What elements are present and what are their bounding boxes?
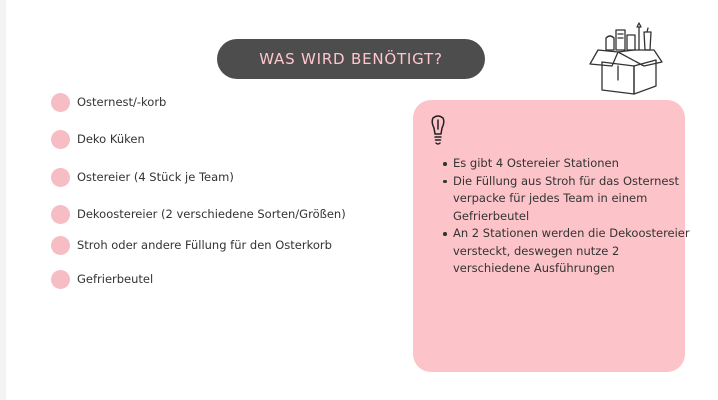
list-item-label: Gefrierbeutel	[77, 272, 154, 286]
list-item-label: Osternest/-korb	[77, 95, 167, 109]
list-item-label: Ostereier (4 Stück je Team)	[77, 170, 234, 184]
note-bullet: Es gibt 4 Ostereier Stationen	[453, 155, 691, 173]
note-bullet: An 2 Stationen werden die Dekoostereier versteckt, deswegen nutze 2 verschiedene Ausführungen	[453, 225, 691, 278]
bullet-dot	[51, 205, 70, 224]
note-bullet: Die Füllung aus Stroh für das Osternest verpacke für jedes Team in einem Gefrierbeutel	[453, 173, 691, 226]
list-item	[51, 166, 234, 188]
list-item	[51, 234, 332, 256]
list-item	[51, 91, 166, 113]
list-item-label: Stroh oder andere Füllung für den Osterkorb	[77, 238, 332, 252]
open-box-icon	[586, 20, 666, 96]
note-bullet-list	[441, 155, 691, 278]
info-note-card	[413, 100, 690, 372]
list-item-label: Deko Küken	[77, 132, 145, 146]
list-item	[51, 128, 145, 150]
page-title: WAS WIRD BENÖTIGT?	[259, 50, 443, 68]
title-banner	[217, 39, 485, 79]
bullet-dot	[51, 93, 70, 112]
list-item	[51, 203, 346, 225]
bullet-dot	[51, 236, 70, 255]
slide	[6, 0, 718, 400]
list-item-label: Dekoostereier (2 verschiedene Sorten/Größen)	[77, 207, 346, 221]
lightbulb-icon	[427, 114, 449, 148]
bullet-dot	[51, 270, 70, 289]
bullet-dot	[51, 130, 70, 149]
bullet-dot	[51, 168, 70, 187]
list-item	[51, 268, 153, 290]
